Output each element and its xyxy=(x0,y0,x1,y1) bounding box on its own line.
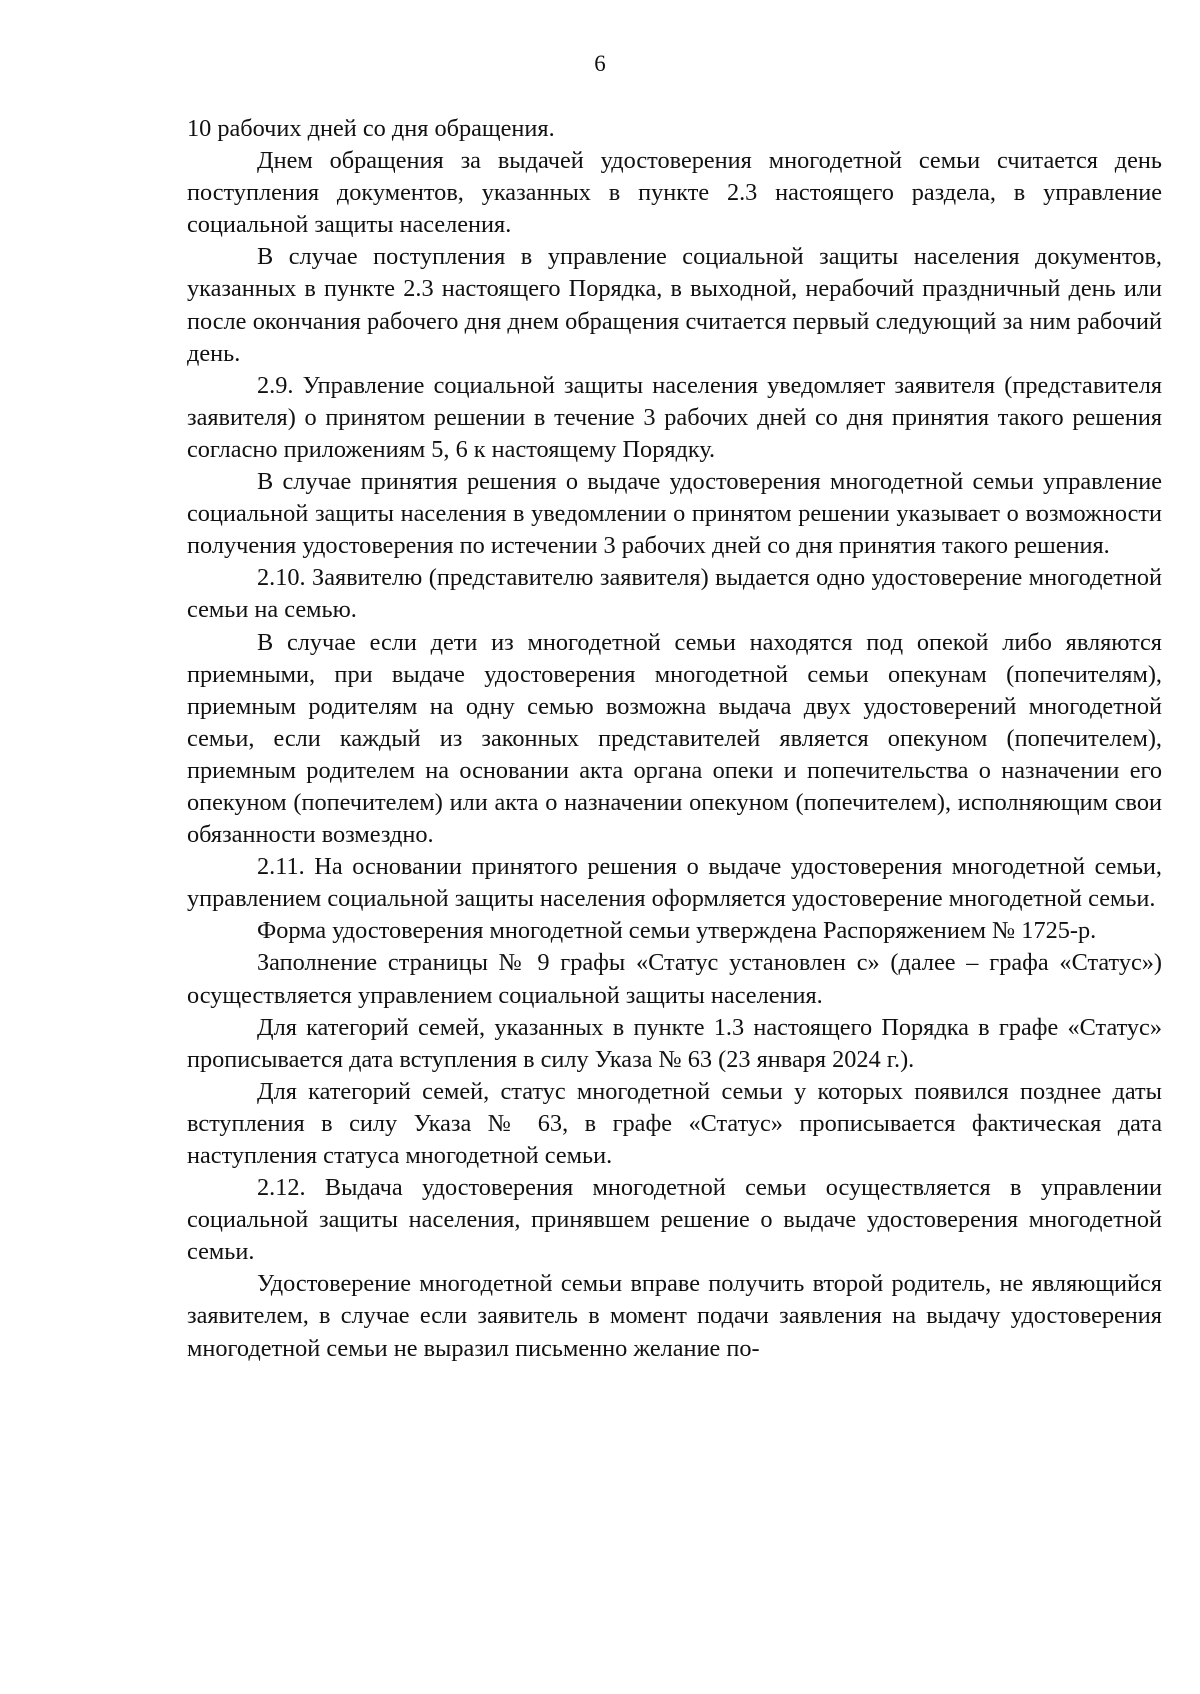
document-body xyxy=(187,113,1162,1365)
paragraph: 2.9. Управление социальной защиты населения уведомляет заявителя (представителя заявителя) о принятом решении в течение 3 рабочих дней со дня принятия такого решения согласно приложениям 5, 6 к настоящему Порядку. xyxy=(187,371,1162,463)
paragraph: В случае поступления в управление социальной защиты населения документов, указанных в пункте 2.3 настоящего Порядка, в выходной, нерабочий праздничный день или после окончания рабочего дня днем обращения считается первый следующий за ним рабочий день. xyxy=(187,243,1162,367)
paragraph: Удостоверение многодетной семьи вправе получить второй родитель, не являющийся заявителем, в случае если заявитель в момент подачи заявления на выдачу удостоверения многодетной семьи не выразил письменно желание по- xyxy=(187,1270,1162,1362)
paragraph: 2.10. Заявителю (представителю заявителя) выдается одно удостоверение многодетной семьи на семью. xyxy=(187,564,1162,624)
paragraph: 10 рабочих дней со дня обращения. xyxy=(187,115,555,142)
paragraph: Форма удостоверения многодетной семьи утверждена Распоряжением № 1725-р. xyxy=(257,917,1097,945)
paragraph: 2.12. Выдача удостоверения многодетной семьи осуществляется в управлении социальной защиты населения, принявшем решение о выдаче удостоверения многодетной семьи. xyxy=(187,1174,1162,1266)
paragraph: В случае принятия решения о выдаче удостоверения многодетной семьи управление социальной защиты населения в уведомлении о принятом решении указывает о возможности получения удостоверения по истечении 3 рабочих дней со дня принятия такого решения. xyxy=(187,468,1162,560)
paragraph: 2.11. На основании принятого решения о выдаче удостоверения многодетной семьи, управлением социальной защиты населения оформляется удостоверение многодетной семьи. xyxy=(187,853,1162,913)
paragraph: Для категорий семей, указанных в пункте 1.3 настоящего Порядка в графе «Статус» прописывается дата вступления в силу Указа № 63 (23 января 2024 г.). xyxy=(187,1013,1162,1073)
paragraph: Заполнение страницы № 9 графы «Статус установлен с» (далее – графа «Статус») осуществляется управлением социальной защиты населения. xyxy=(187,949,1162,1009)
page-number: 6 xyxy=(594,51,606,76)
paragraph: Днем обращения за выдачей удостоверения многодетной семьи считается день поступления документов, указанных в пункте 2.3 настоящего раздела, в управление социальной защиты населения. xyxy=(187,147,1162,239)
paragraph: В случае если дети из многодетной семьи находятся под опекой либо являются приемными, при выдаче удостоверения многодетной семьи опекунам (попечителям), приемным родителям на одну семью возможна выдача двух удостоверений многодетной семьи, если каждый из законных представителей является опекуном (попечителем), приемным родителем на основании акта органа опеки и попечительства о назначении его опекуном (попечителем) или акта о назначении опекуном (попечителем), исполняющим свои обязанности возмездно. xyxy=(187,628,1162,849)
paragraph: Для категорий семей, статус многодетной семьи у которых появился позднее даты вступления в силу Указа № 63, в графе «Статус» прописывается фактическая дата наступления статуса многодетной семьи. xyxy=(187,1077,1162,1169)
